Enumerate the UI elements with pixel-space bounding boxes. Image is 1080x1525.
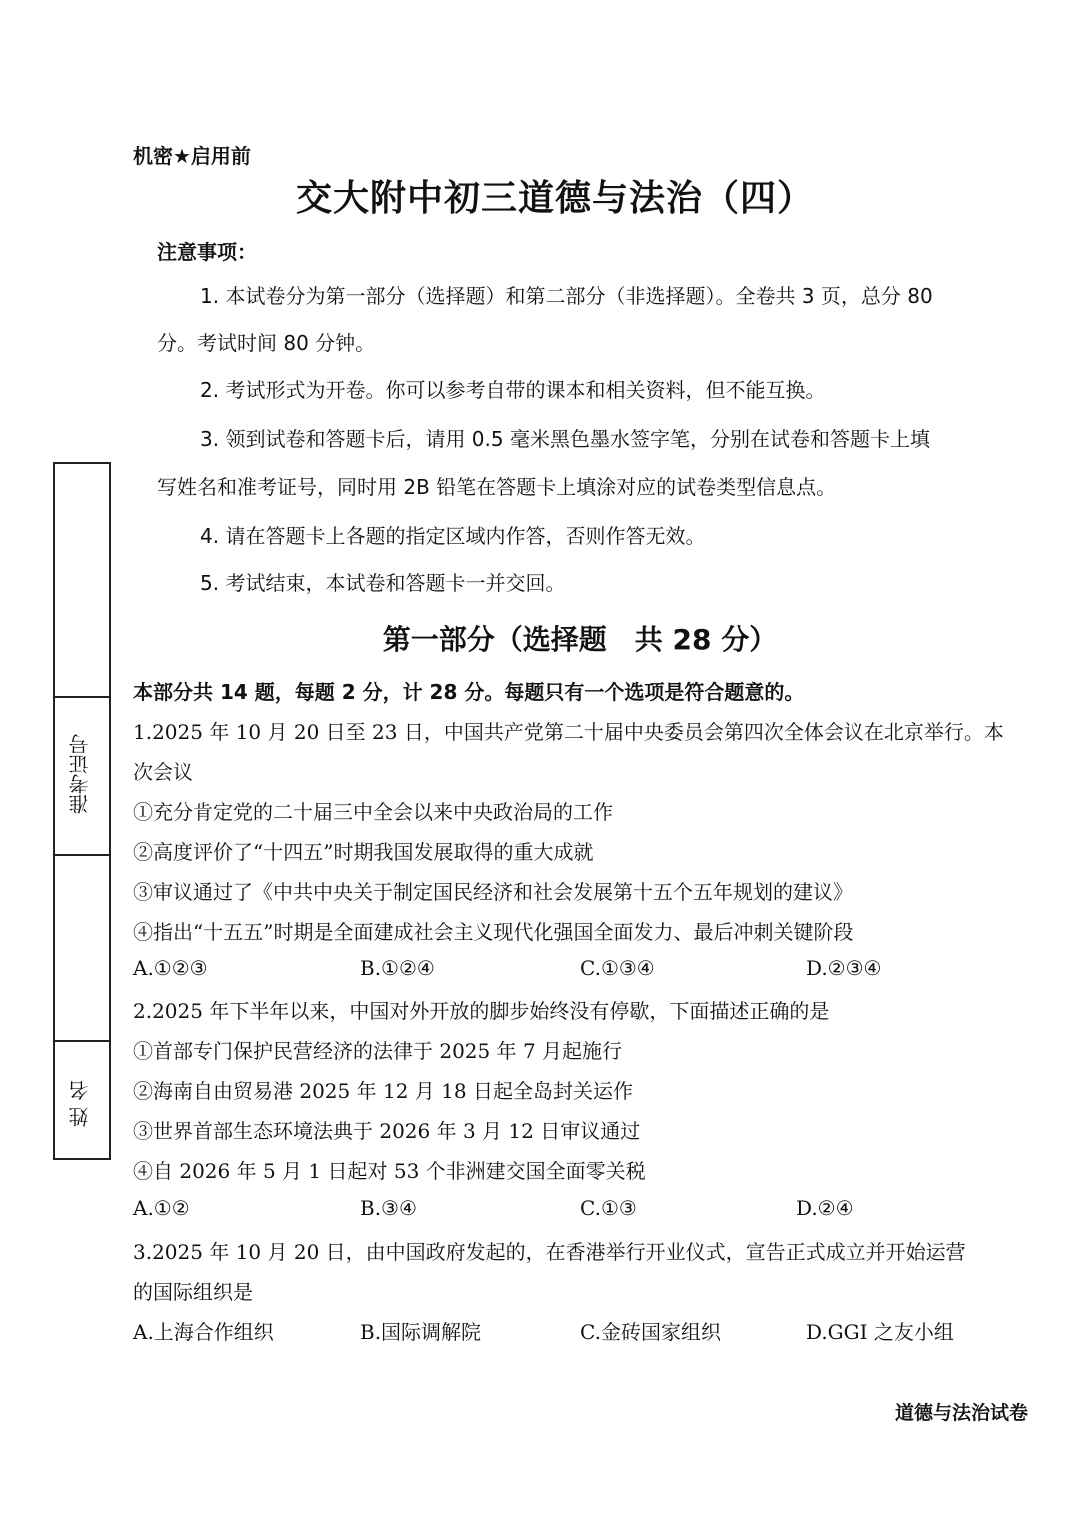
question-2-option-c: C.①③ [580, 1196, 637, 1220]
question-1-stem-line: 1.2025 年 10 月 20 日至 23 日，中国共产党第二十届中央委员会第四次全体会议在北京举行。本 [133, 720, 1004, 744]
question-2-option-a: A.①② [133, 1196, 190, 1220]
binding-margin-box [53, 462, 111, 1160]
question-1-option-b: B.①②④ [360, 956, 435, 980]
notice-item: 4. 请在答题卡上各题的指定区域内作答，否则作答无效。 [200, 524, 706, 548]
question-3-stem-line: 3.2025 年 10 月 20 日，由中国政府发起的，在香港举行开业仪式，宣告正式成立并开始运营 [133, 1240, 966, 1264]
question-1-statement: ④指出“十五五”时期是全面建成社会主义现代化强国全面发力、最后冲刺关键阶段 [133, 920, 854, 944]
question-1-option-d: D.②③④ [806, 956, 882, 980]
question-3-stem-line: 的国际组织是 [133, 1280, 253, 1304]
margin-divider [55, 854, 109, 856]
section-description: 本部分共 14 题，每题 2 分，计 28 分。每题只有一个选项是符合题意的。 [133, 680, 805, 704]
question-2-stem-line: 2.2025 年下半年以来，中国对外开放的脚步始终没有停歇，下面描述正确的是 [133, 999, 830, 1023]
question-1-statement: ②高度评价了“十四五”时期我国发展取得的重大成就 [133, 840, 594, 864]
notice-item: 1. 本试卷分为第一部分（选择题）和第二部分（非选择题）。全卷共 3 页，总分 80 [200, 284, 933, 308]
name-label: 姓 名 [68, 1080, 92, 1128]
question-2-statement: ④自 2026 年 5 月 1 日起对 53 个非洲建交国全面零关税 [133, 1159, 646, 1183]
question-1-option-a: A.①②③ [133, 956, 208, 980]
margin-divider [55, 1040, 109, 1042]
margin-tick-mark [53, 958, 55, 998]
notice-item: 2. 考试形式为开卷。你可以参考自带的课本和相关资料，但不能互换。 [200, 378, 826, 402]
notice-item: 5. 考试结束，本试卷和答题卡一并交回。 [200, 571, 566, 595]
question-3-option-d: D.GGI 之友小组 [806, 1320, 954, 1344]
exam-id-label: 准考证号 [68, 734, 92, 814]
question-1-statement: ③审议通过了《中共中央关于制定国民经济和社会发展第十五个五年规划的建议》 [133, 880, 853, 904]
question-1-option-c: C.①③④ [580, 956, 655, 980]
question-3-option-a: A.上海合作组织 [133, 1320, 274, 1344]
margin-divider [55, 696, 109, 698]
question-1-stem-line: 次会议 [133, 760, 193, 784]
notice-heading: 注意事项： [157, 240, 257, 264]
question-3-option-b: B.国际调解院 [360, 1320, 482, 1344]
question-2-statement: ②海南自由贸易港 2025 年 12 月 18 日起全岛封关运作 [133, 1079, 633, 1103]
page-footer: 道德与法治试卷 [894, 1402, 1028, 1424]
question-2-option-d: D.②④ [796, 1196, 854, 1220]
question-2-statement: ①首部专门保护民营经济的法律于 2025 年 7 月起施行 [133, 1039, 623, 1063]
section-title: 第一部分（选择题 共 28 分） [382, 623, 778, 656]
notice-item: 分。考试时间 80 分钟。 [157, 331, 376, 355]
notice-item: 3. 领到试卷和答题卡后，请用 0.5 毫米黑色墨水签字笔，分别在试卷和答题卡上填 [200, 427, 930, 451]
notice-item: 写姓名和准考证号，同时用 2B 铅笔在答题卡上填涂对应的试卷类型信息点。 [157, 475, 837, 499]
question-1-statement: ①充分肯定党的二十届三中全会以来中央政治局的工作 [133, 800, 613, 824]
question-3-option-c: C.金砖国家组织 [580, 1320, 721, 1344]
question-2-statement: ③世界首部生态环境法典于 2026 年 3 月 12 日审议通过 [133, 1119, 641, 1143]
confidential-mark: 机密★启用前 [133, 144, 251, 168]
question-2-option-b: B.③④ [360, 1196, 417, 1220]
page-title: 交大附中初三道德与法治（四） [295, 178, 814, 219]
